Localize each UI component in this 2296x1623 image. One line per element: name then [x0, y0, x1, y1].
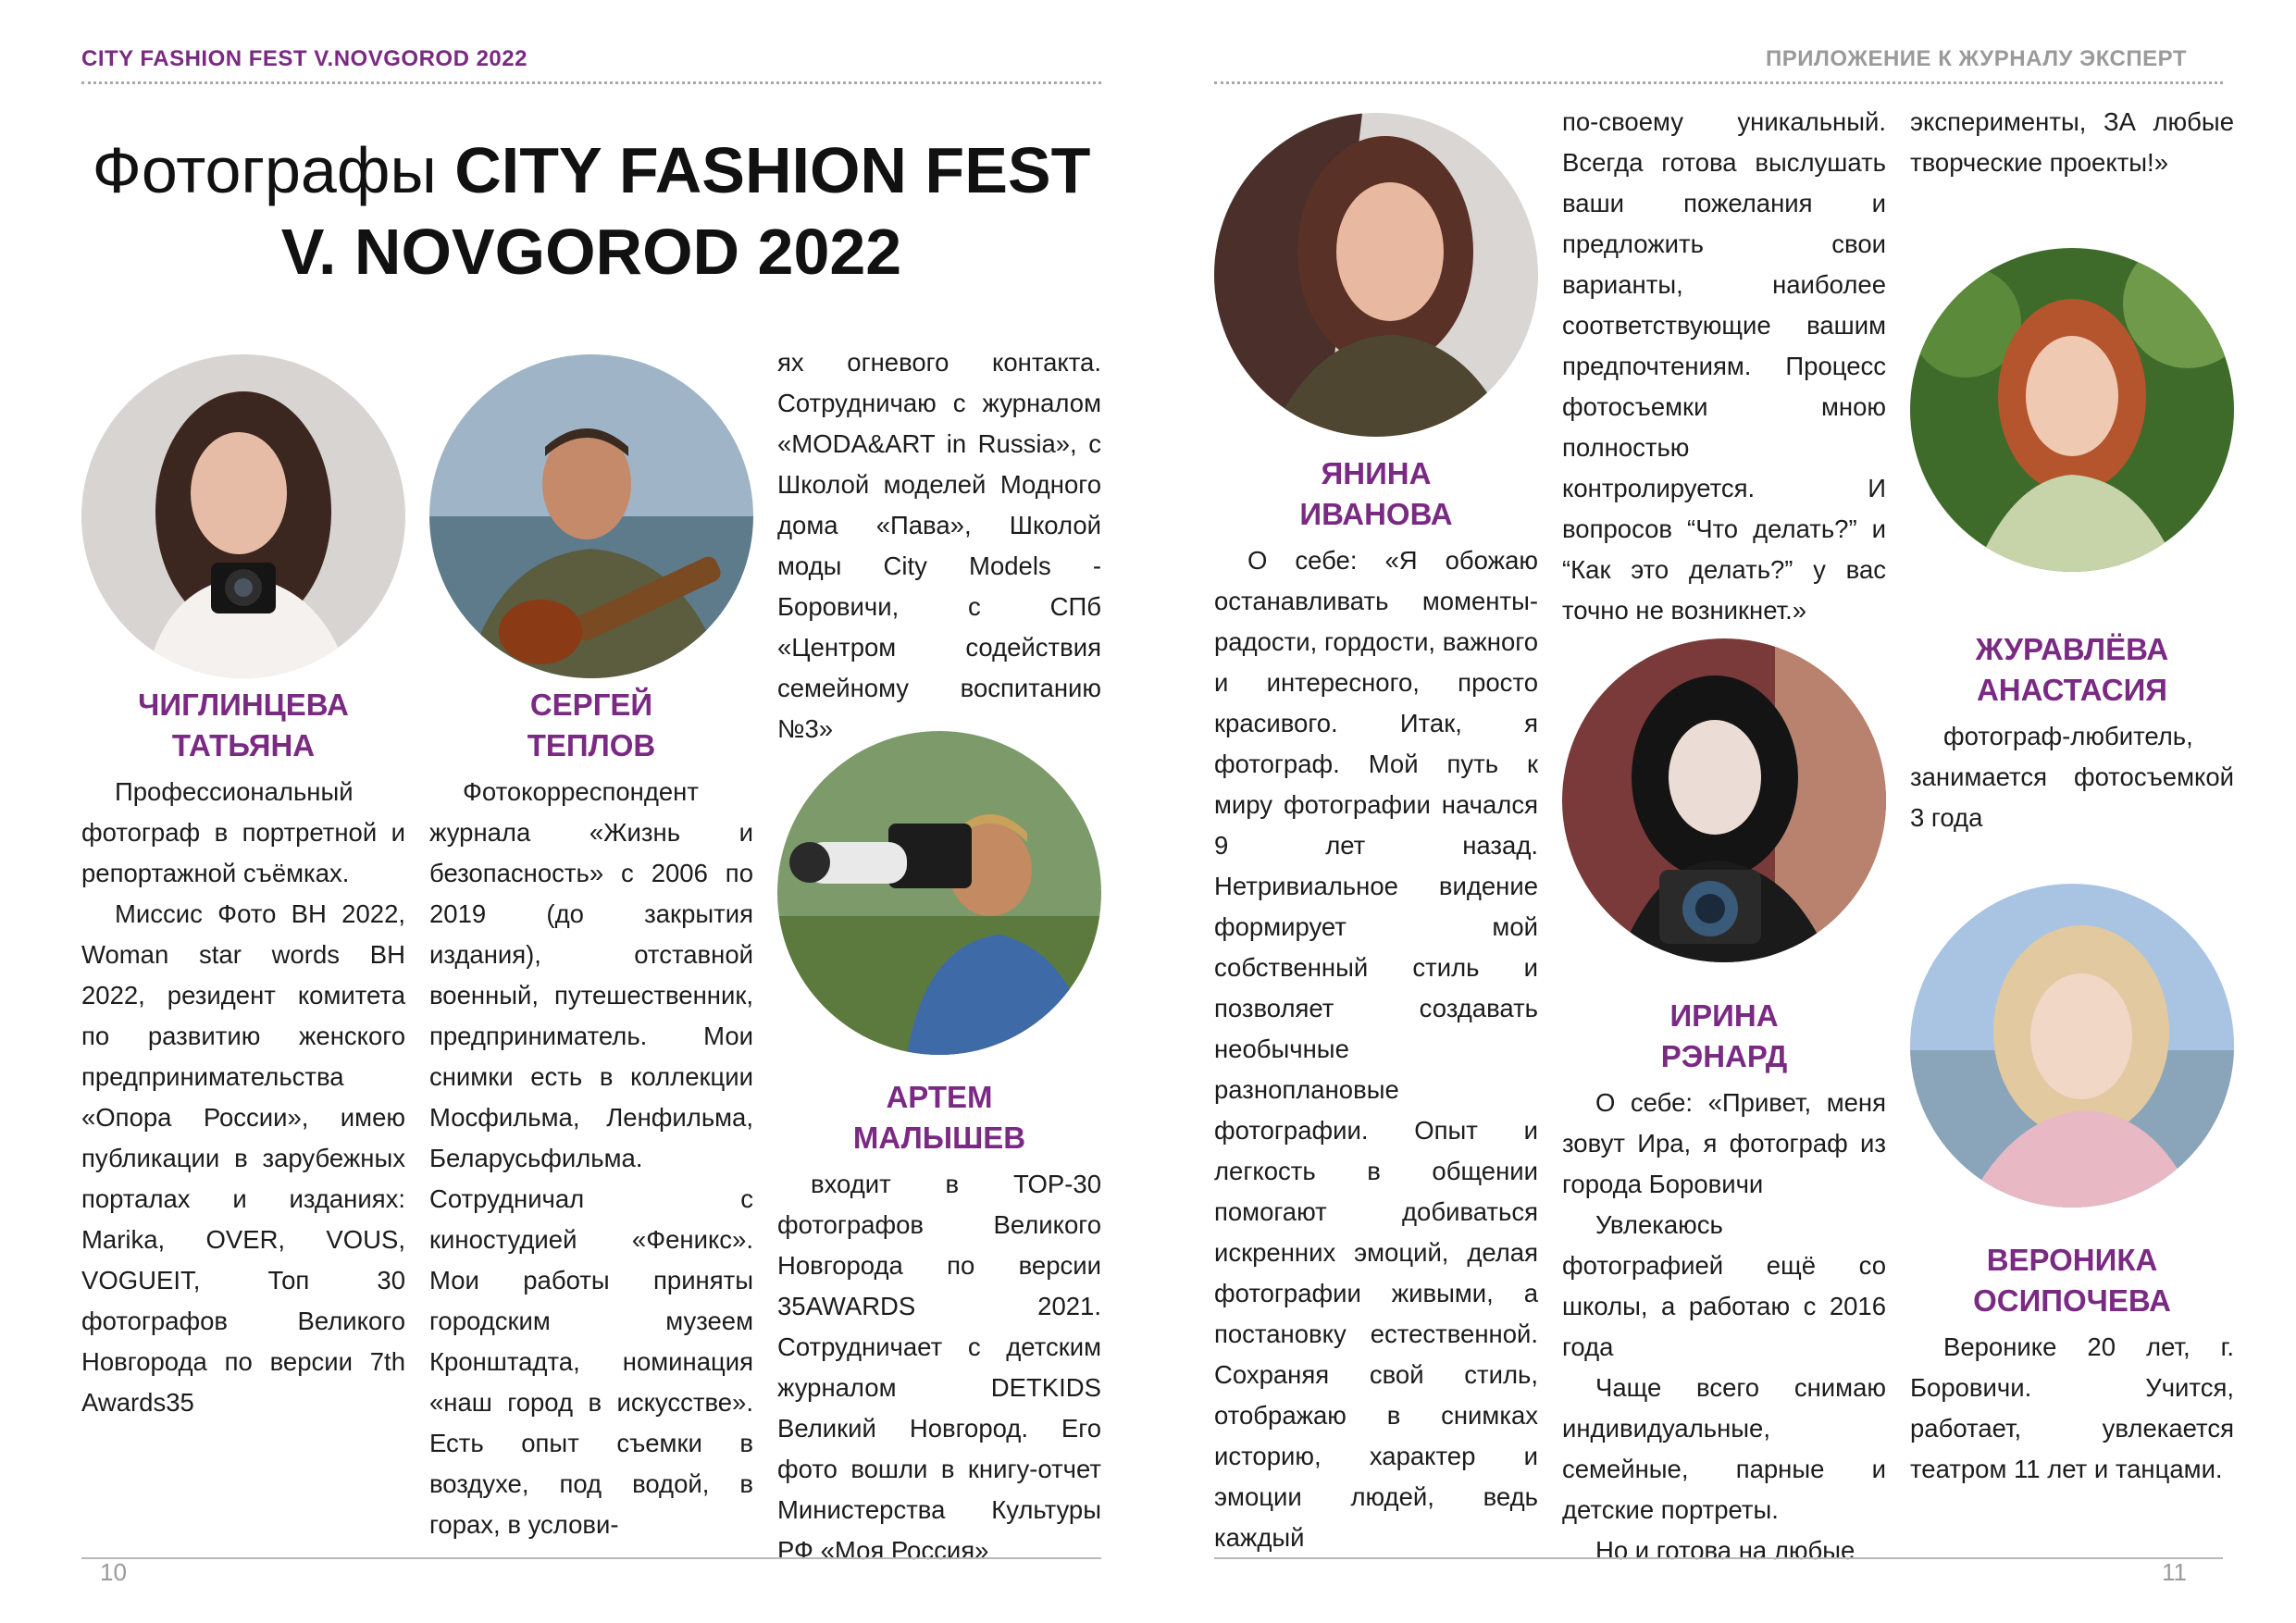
name-chiglintseva — [81, 685, 405, 766]
name-line: АНАСТАСИЯ — [1976, 673, 2168, 707]
bio-paragraph: ях огневого контакта. Сотрудничаю с журналом «MODA&ART in Russia», с Школой моделей Модного дома «Пава», Школой моды City Models - Боровичи, с СПб «Центром содействия семейному воспитанию №3» — [777, 348, 1101, 743]
photo-teplov — [429, 354, 753, 678]
right-running-header: ПРИЛОЖЕНИЕ К ЖУРНАЛУ ЭКСПЕРТ — [1766, 46, 2187, 71]
bio-paragraph: О себе: «Я обожаю останавливать моменты- радости, гордости, важного и интересного, просто красивого. Итак, я фотограф. Мой путь к миру фотографии начался 9 лет назад. Нетривиальное видение формирует мой собственный стиль и позволяет создавать необычные разноплановые фотографии. Опыт и легкость в общении помогают добиваться искренних эмоций, делая фотографии живыми, а постановку естественной. Сохраняя свой стиль, отображаю в снимках историю, характер и эмоции людей, ведь каждый — [1214, 546, 1538, 1552]
bio-paragraph: Но и готова на любые — [1595, 1536, 1855, 1565]
title-bold-line2: V. NOVGOROD 2022 — [280, 216, 902, 288]
bio-paragraph: Миссис Фото ВН 2022, Woman star words ВН 2022, резидент комитета по развитию женского предпринимательства «Опора России», имею публикации в зарубежных порталах и изданиях: Marika, OVER, VOUS, VOGUEIT, Топ 30 фотографов Великого Новгорода по версии 7th Awards35 — [81, 899, 405, 1417]
bio-ivanova — [1214, 540, 1538, 1558]
name-line: АРТЕМ — [886, 1080, 993, 1114]
right-header-divider — [1214, 81, 2223, 84]
right-footer-rule — [1214, 1557, 2223, 1559]
bio-osipova — [1910, 1327, 2234, 1490]
name-line: МАЛЫШЕВ — [852, 1121, 1026, 1155]
bio-paragraph: фотограф-любитель, занимается фотосъемкой 3 года — [1910, 722, 2234, 832]
title-bold-line1: CITY FASHION FEST — [454, 134, 1091, 206]
name-osipova — [1910, 1240, 2234, 1321]
name-malyshev — [777, 1077, 1101, 1158]
bio-paragraph: Чаще всего снимаю индивидуальные, семейные, парные и детские портреты. — [1562, 1373, 1886, 1524]
name-line: СЕРГЕЙ — [529, 688, 653, 722]
name-renard — [1562, 996, 1886, 1077]
bio-malyshev — [777, 1164, 1101, 1571]
bio-paragraph: Веронике 20 лет, г. Боровичи. Учится, работает, увлекается театром 11 лет и танцами. — [1910, 1332, 2234, 1483]
page-title — [81, 130, 1101, 292]
bio-renard — [1562, 1083, 1886, 1571]
bio-teplov-continued — [777, 342, 1101, 750]
bio-paragraph: Фотокорреспондент журнала «Жизнь и безопасность» с 2006 по 2019 (до закрытия издания), отставной военный, путешественник, предприниматель. Мои снимки есть в коллекции Мосфильма, Ленфильма, Беларусьфильма. Сотрудничал с киностудией «Феникс». Мои работы приняты городским музеем Кронштадта, номинация «наш город в искусстве». Есть опыт съемки в воздухе, под водой, в горах, в услови- — [429, 777, 753, 1539]
name-line: ЖУРАВЛЁВА — [1975, 632, 2169, 666]
photo-ivanova — [1214, 113, 1538, 437]
bio-teplov — [429, 772, 753, 1545]
page-number-right: 11 — [2162, 1558, 2187, 1586]
name-line: ЯНИНА — [1321, 456, 1432, 490]
left-header-divider — [81, 81, 1101, 84]
name-line: ТЕПЛОВ — [527, 728, 656, 762]
right-page — [1148, 0, 2296, 1623]
bio-ivanova-continued — [1562, 102, 1886, 631]
bio-renard-continued — [1910, 102, 2234, 183]
photo-osipova — [1910, 884, 2234, 1208]
bio-paragraph: Профессиональный фотограф в портретной и репортажной съёмках. — [81, 777, 405, 887]
name-ivanova — [1214, 453, 1538, 535]
title-light: Фотографы — [92, 134, 437, 206]
page-number-left: 10 — [100, 1558, 127, 1586]
name-teplov — [429, 685, 753, 766]
bio-paragraph: Увлекаюсь фотографией ещё со школы, а работаю с 2016 года — [1562, 1210, 1886, 1361]
photo-renard — [1562, 638, 1886, 962]
photo-chiglintseva — [81, 354, 405, 678]
left-running-header: CITY FASHION FEST V.NOVGOROD 2022 — [81, 46, 527, 71]
name-line: ИРИНА — [1669, 998, 1779, 1033]
bio-chiglintseva — [81, 772, 405, 1423]
bio-zhuravleva — [1910, 716, 2234, 838]
name-line: ИВАНОВА — [1299, 497, 1453, 531]
left-footer-rule — [81, 1557, 1101, 1559]
name-line: РЭНАРД — [1660, 1039, 1788, 1073]
bio-paragraph: О себе: «Привет, меня зовут Ира, я фотограф из города Боровичи — [1562, 1088, 1886, 1198]
name-zhuravleva — [1910, 629, 2234, 711]
photo-zhuravleva — [1910, 248, 2234, 572]
name-line: ОСИПОЧЕВА — [1973, 1283, 2171, 1318]
name-line: ТАТЬЯНА — [171, 728, 316, 762]
name-line: ВЕРОНИКА — [1986, 1243, 2158, 1277]
name-line: ЧИГЛИНЦЕВА — [138, 688, 349, 722]
photo-malyshev — [777, 731, 1101, 1055]
bio-paragraph: по-своему уникальный. Всегда готова выслушать ваши пожелания и предложить свои варианты, наиболее соответствующие вашим предпочтениям. Процесс фотосъемки мною полностью контролируется. И вопросов “Что делать?” и “Как это делать?” у вас точно не возникнет.» — [1562, 107, 1886, 625]
bio-paragraph: эксперименты, ЗА любые творческие проекты!» — [1910, 107, 2234, 177]
bio-paragraph: входит в ТОР-30 фотографов Великого Новгорода по версии 35AWARDS 2021. Сотрудничает с детским журналом DETKIDS Великий Новгород. Его фото вошли в книгу-отчет Министерства Культуры РФ «Моя Россия» — [777, 1170, 1101, 1565]
